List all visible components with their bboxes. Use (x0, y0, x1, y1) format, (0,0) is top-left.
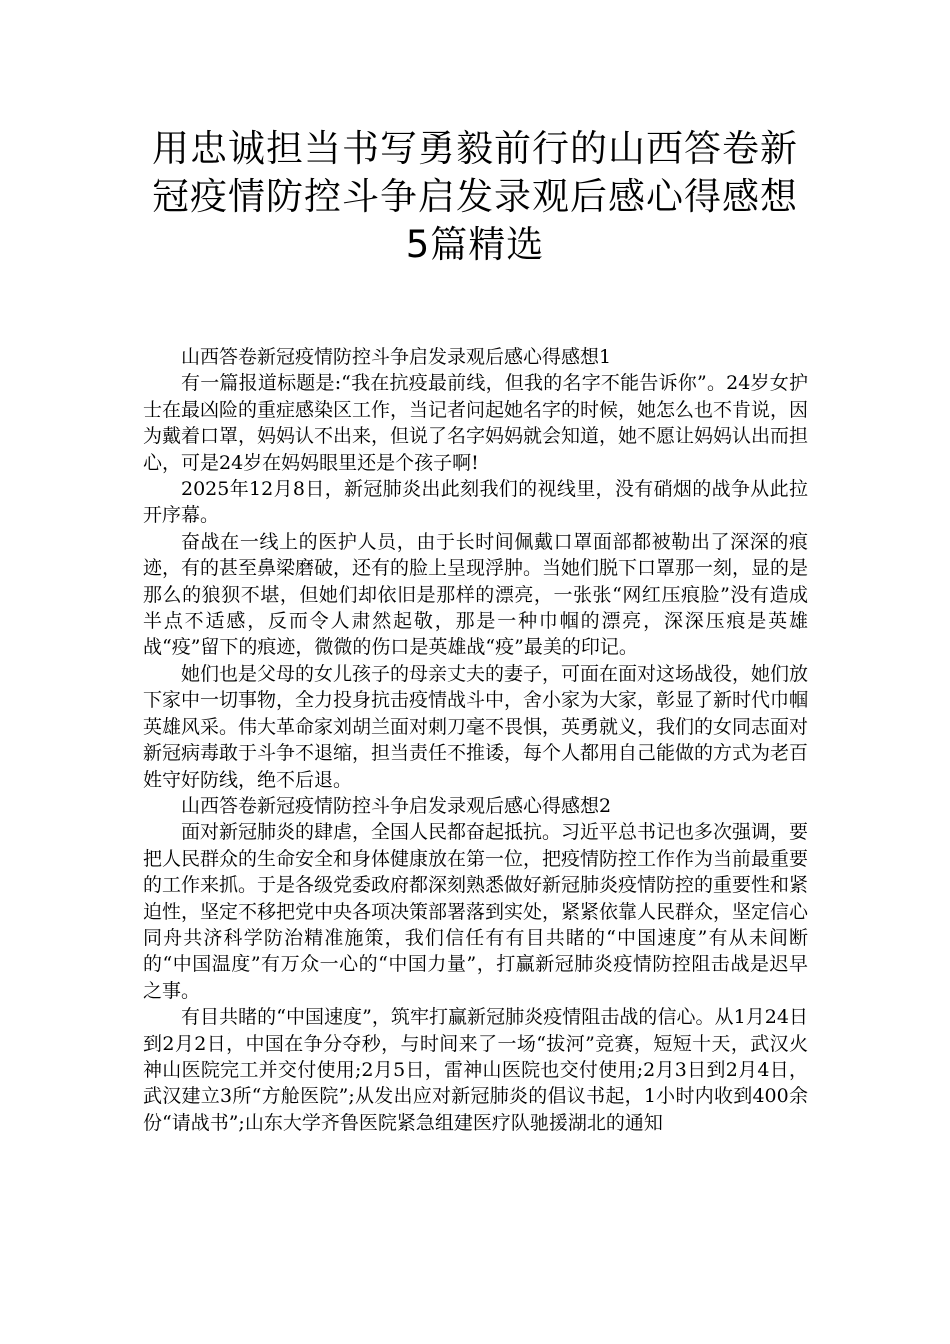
document-title (130, 125, 820, 269)
paragraph: 她们也是父母的女儿孩子的母亲丈夫的妻子，可面在面对这场战役，她们放下家中一切事物，全力投身抗击疫情战斗中，舍小家为大家，彰显了新时代巾帼英雄风采。伟大革命家刘胡兰面对刺刀毫不畏惧，英勇就义，我们的女同志面对新冠病毒敢于斗争不退缩，担当责任不推诿，每个人都用自己能做的方式为老百姓守好防线，绝不后退。 (143, 662, 809, 791)
paragraph: 奋战在一线上的医护人员，由于长时间佩戴口罩面部都被勒出了深深的痕迹，有的甚至鼻梁磨破，还有的脸上呈现浮肿。当她们脱下口罩那一刻，显的是那么的狼狈不堪，但她们却依旧是那样的漂亮，一张张“网红压痕脸”没有造成半点不适感，反而令人肃然起敬，那是一种巾帼的漂亮，深深压痕是英雄战“疫”留下的痕迹，微微的伤口是英雄战“疫”最美的印记。 (143, 530, 809, 659)
paragraph: 有目共睹的“中国速度”，筑牢打赢新冠肺炎疫情阻击战的信心。从1月24日到2月2日，中国在争分夺秒，与时间来了一场“拔河”竞赛，短短十天，武汉火神山医院完工并交付使用;2月5日，雷神山医院也交付使用;2月3日到2月4日，武汉建立3所“方舱医院”;从发出应对新冠肺炎的倡议书起，1小时内收到400余份“请战书”;山东大学齐鲁医院紧急组建医疗队驰援湖北的通知 (143, 1006, 808, 1134)
title-line-3: 5篇精选 (405, 223, 545, 266)
paragraph: 面对新冠肺炎的肆虐，全国人民都奋起抵抗。习近平总书记也多次强调，要把人民群众的生命安全和身体健康放在第一位，把疫情防控工作作为当前最重要的工作来抓。于是各级党委政府都深刻熟悉做好新冠肺炎疫情防控的重要性和紧迫性，坚定不移把党中央各项决策部署落到实处，紧紧依靠人民群众，坚定信心同舟共济科学防治精准施策，我们信任有有目共睹的“中国速度”有从未间断的“中国温度”有万众一心的“中国力量”，打赢新冠肺炎疫情防控阻击战是迟早之事。 (143, 821, 809, 1002)
title-line-2: 冠疫情防控斗争启发录观后感心得感想 (152, 175, 798, 218)
document-body (143, 344, 808, 1136)
section-heading-2: 山西答卷新冠疫情防控斗争启发录观后感心得感想2 (181, 794, 612, 817)
section-heading-1: 山西答卷新冠疫情防控斗争启发录观后感心得感想1 (181, 346, 612, 368)
paragraph: 2025年12月8日，新冠肺炎出此刻我们的视线里，没有硝烟的战争从此拉开序幕。 (143, 478, 808, 527)
title-line-1: 用忠诚担当书写勇毅前行的山西答卷新 (152, 127, 798, 170)
paragraph: 有一篇报道标题是:“我在抗疫最前线，但我的名字不能告诉你”。24岁女护士在最凶险的重症感染区工作，当记者问起她名字的时候，她怎么也不肯说，因为戴着口罩，妈妈认不出来，但说了名字妈妈就会知道，她不愿让妈妈认出而担心，可是24岁在妈妈眼里还是个孩子啊! (143, 372, 809, 474)
